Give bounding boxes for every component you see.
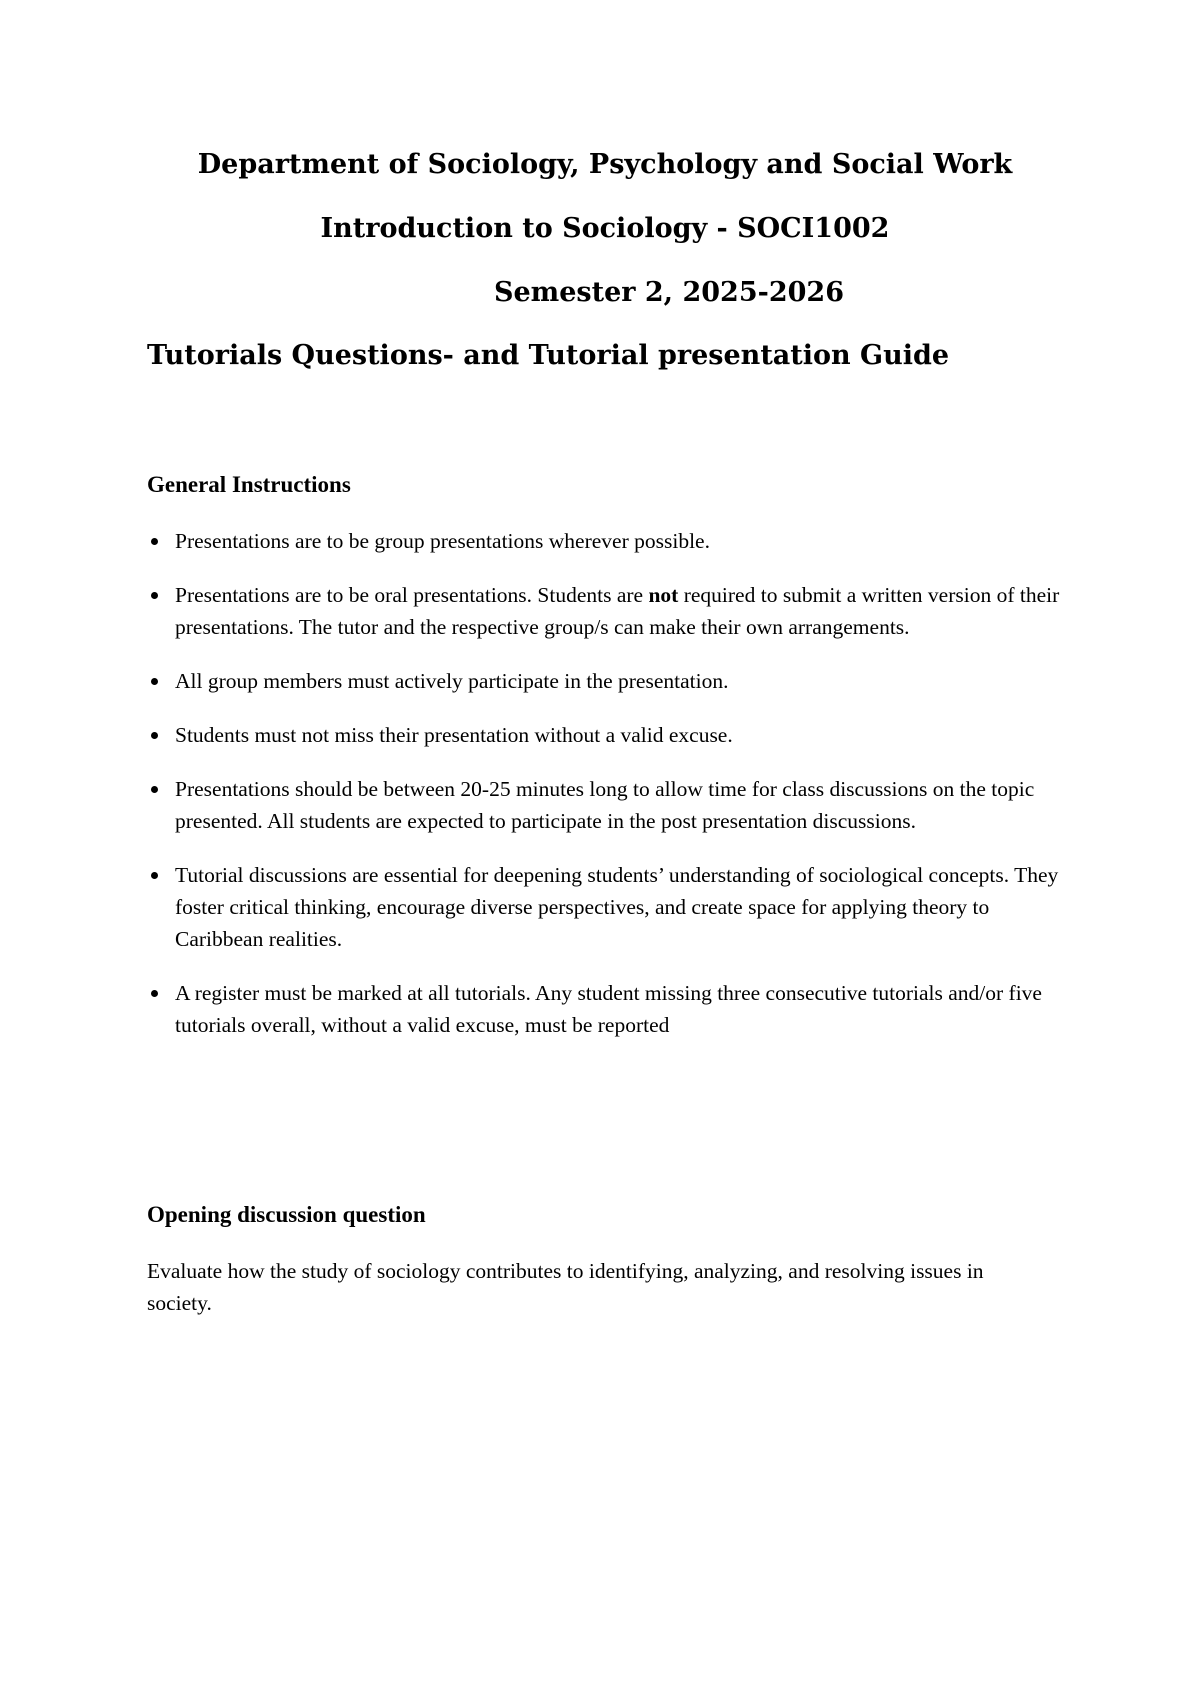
list-item	[147, 665, 1067, 697]
list-item-bold-word: not	[648, 583, 679, 607]
opening-discussion-heading: Opening discussion question	[147, 1202, 426, 1227]
opening-discussion-question: Evaluate how the study of sociology contributes to identifying, analyzing, and resolving issues in society.	[147, 1259, 984, 1315]
bullet-icon	[151, 990, 158, 997]
list-item	[147, 525, 1067, 557]
course-title: Introduction to Sociology - SOCI1002	[320, 213, 890, 244]
department-title: Department of Sociology, Psychology and Social Work	[197, 149, 1013, 180]
bullet-icon	[151, 538, 158, 545]
list-item	[147, 773, 1067, 837]
bullet-icon	[151, 786, 158, 793]
list-item-text-after: required to submit a written version of their presentations. The tutor and the respective group/s can make their own arrangements.	[175, 583, 1060, 639]
list-item-text: Students must not miss their presentation without a valid excuse.	[175, 723, 733, 747]
general-instructions-heading: General Instructions	[147, 472, 351, 497]
list-item-text: All group members must actively participate in the presentation.	[175, 669, 729, 693]
list-item	[147, 977, 1067, 1041]
bullet-icon	[151, 732, 158, 739]
list-item-text: Tutorial discussions are essential for deepening students’ understanding of sociological concepts. They foster critical thinking, encourage diverse perspectives, and create space for applying theory to Caribbean realities.	[175, 863, 1059, 951]
general-instructions-list	[147, 525, 1067, 1063]
bullet-icon	[151, 872, 158, 879]
semester-title: Semester 2, 2025-2026	[494, 277, 844, 308]
list-item-text: Presentations are to be group presentations wherever possible.	[175, 529, 710, 553]
list-item	[147, 859, 1067, 955]
list-item-text: Presentations should be between 20-25 minutes long to allow time for class discussions on the topic presented. All students are expected to participate in the post presentation discussions.	[175, 777, 1035, 833]
list-item	[147, 719, 1067, 751]
bullet-icon	[151, 592, 158, 599]
guide-title: Tutorials Questions- and Tutorial presentation Guide	[147, 340, 950, 371]
list-item-text-before: Presentations are to be oral presentations. Students are	[175, 583, 649, 607]
bullet-icon	[151, 678, 158, 685]
list-item	[147, 579, 1067, 643]
list-item-text: A register must be marked at all tutorials. Any student missing three consecutive tutorials and/or five tutorials overall, without a valid excuse, must be reported	[175, 981, 1042, 1037]
